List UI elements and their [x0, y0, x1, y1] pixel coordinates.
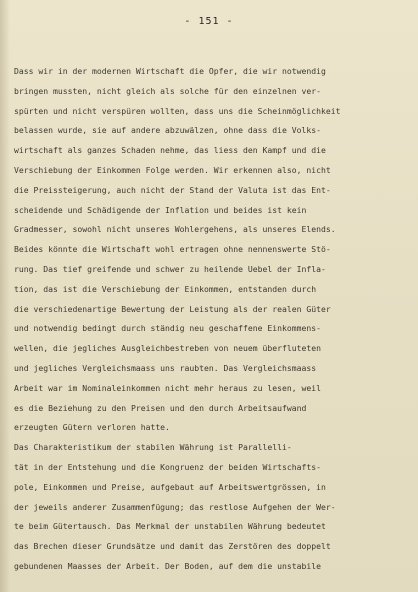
- text-line: Verschiebung der Einkommen Folge werden. Wir erkennen also, nicht: [14, 165, 331, 175]
- text-line: und jegliches Vergleichsmaass uns raubten. Das Vergleichsmaass: [14, 363, 317, 373]
- text-line: spürten und nicht verspüren wollten, dass uns die Scheinmöglichkeit: [14, 105, 341, 116]
- text-line: Arbeit war im Nominaleinkommen nicht mehr heraus zu lesen, weil: [14, 382, 321, 393]
- text-line: Das Charakteristikum der stabilen Währung ist Parallelli-: [14, 442, 292, 453]
- text-line: die verschiedenartige Bewertung der Leistung als der realen Güter: [14, 303, 331, 314]
- text-line: erzeugten Gütern verloren hatte.: [14, 422, 170, 433]
- text-line: Gradmesser, sowohl nicht unseres Wohlergehens, als unseres Elends.: [14, 224, 336, 235]
- text-line: es die Beziehung zu den Preisen und den durch Arbeitsaufwand: [14, 402, 307, 413]
- text-line: tion, das ist die Verschiebung der Einkommen, entstanden durch: [14, 283, 317, 294]
- text-line: te beim Gütertausch. Das Merkmal der unstabilen Währung bedeutet: [14, 521, 326, 532]
- text-line: Beides könnte die Wirtschaft wohl ertragen ohne nennenswerte Stö-: [14, 244, 331, 255]
- page-number: - 151 -: [184, 16, 234, 27]
- text-line: das Brechen dieser Grundsätze und damit das Zerstören des doppelt: [14, 541, 331, 552]
- text-line: belassen wurde, sie auf andere abzuwälzen, ohne dass die Volks-: [14, 125, 321, 136]
- text-line: rung. Das tief greifende und schwer zu heilende Uebel der Infla-: [14, 264, 326, 274]
- text-line: Dass wir in der modernen Wirtschaft die Opfer, die wir notwendig: [14, 66, 326, 76]
- text-line: tät in der Entstehung und die Kongruenz der beiden Wirtschafts-: [14, 462, 321, 472]
- text-line: pole, Einkommen und Preise, aufgebaut auf Arbeitswertgrössen, in: [14, 481, 326, 492]
- text-line: bringen mussten, nicht gleich als solche für den einzelnen ver-: [14, 85, 321, 96]
- page-edge-shadow: [0, 0, 10, 592]
- text-line: der jeweils anderer Zusammenfügung; das restlose Aufgehen der Wer-: [14, 501, 336, 512]
- text-line: und notwendig bedingt durch ständig neu geschaffene Einkommens-: [14, 323, 321, 334]
- text-line: wellen, die jegliches Ausgleichbestreben von neuem überfluteten: [14, 343, 321, 354]
- text-line: gebundenen Maasses der Arbeit. Der Boden, auf dem die unstabile: [14, 561, 321, 571]
- text-line: scheidende und Schädigende der Inflation und beides ist kein: [14, 204, 307, 215]
- text-line: die Preissteigerung, auch nicht der Stand der Valuta ist das Ent-: [14, 184, 331, 195]
- text-line: wirtschaft als ganzes Schaden nehme, das liess den Kampf und die: [14, 145, 326, 156]
